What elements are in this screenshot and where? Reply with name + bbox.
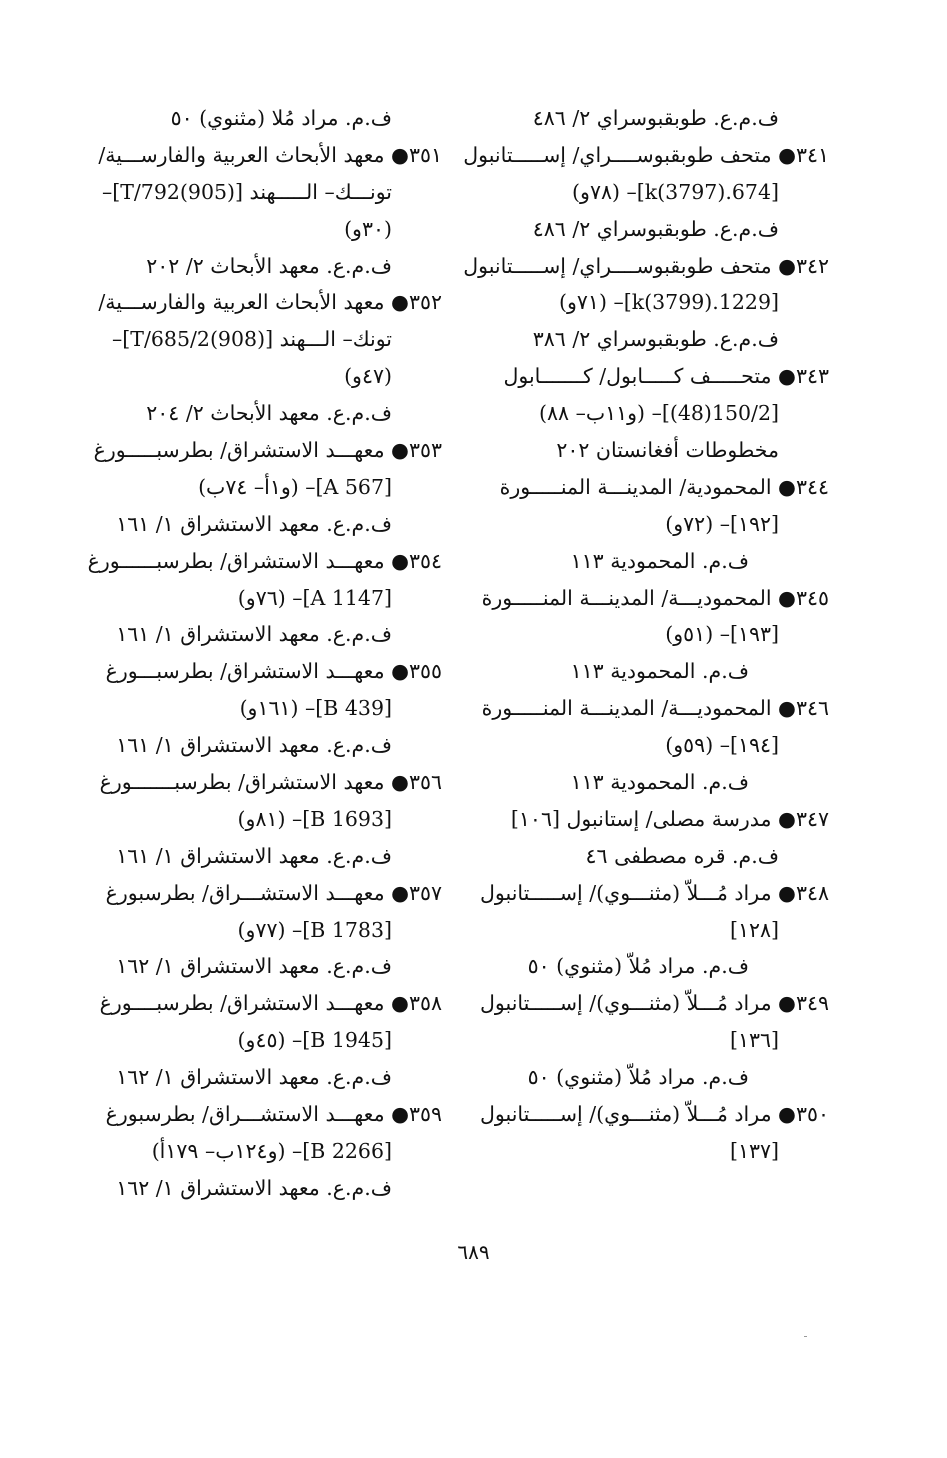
entry-line: (٣٠و) <box>344 216 392 241</box>
entry-line: ٣٥٧● معهـــد الاستشـــراق/ بطرسبورغ <box>105 880 442 905</box>
entry-line: ٣٤٧● مدرسة مصلى/ إستانبول [١٠٦] <box>510 806 829 831</box>
entry-line: مخطوطات أفغانستان ٢٠٢ <box>556 438 779 463</box>
entry-line: ف.م.ع. معهد الأبحاث ٢/ ٢٠٤ <box>146 401 392 426</box>
entry-line: [B 1783]– (٧٧و) <box>237 917 392 942</box>
right-column <box>463 100 829 1170</box>
entry-line: ف.م. المحمودية ١١٣ <box>570 548 749 573</box>
entry-line: ف.م. قره مصطفى ٤٦ <box>585 843 779 868</box>
entry-line: [١٢٨] <box>729 917 779 942</box>
entry-line: ف.م. مراد مُلا (مثنوي) ٥٠ <box>170 106 392 130</box>
entry-line: (٤٧و) <box>344 364 392 389</box>
entry-line: ٣٤١● متحف طوبقبوســــراي/ إســـــتانبول <box>463 142 829 167</box>
entry-line: ٣٥٥● معهـــد الاستشراق/ بطرسبـــورغ <box>105 659 442 684</box>
entry-line: ف.م.ع. معهد الاستشراق ١/ ١٦٢ <box>116 1175 392 1200</box>
entry-line: [A 567]– (و١أ– ٧٤ب) <box>198 474 392 499</box>
page-number: ٦٨٩ <box>457 1240 490 1264</box>
entry-line: [674.k(3797)]– (٧٨و) <box>572 179 779 204</box>
entry-line: ف.م. المحمودية ١١٣ <box>570 770 749 795</box>
entry-line: تونك– الـــهند [T/685/2(908)]– <box>112 327 392 352</box>
entry-line: [1229.k(3799)]– (٧١و) <box>559 290 779 315</box>
entry-line: ف.م.ع. معهد الاستشراق ١/ ١٦١ <box>116 733 392 758</box>
entry-line: [150/2(48)]– (و١١ب– ٨٨) <box>539 401 779 426</box>
entry-line: ف.م.ع. طوبقبوسراي ٢/ ٣٨٦ <box>532 327 779 352</box>
entry-line: ٣٥١● معهد الأبحاث العربية والفارســـية/ <box>98 142 442 167</box>
entry-line: ٣٥٨● معهـــد الاستشراق/ بطرسبــــورغ <box>99 991 442 1016</box>
left-column <box>87 100 442 1207</box>
scan-speck <box>804 1336 807 1337</box>
entry-line: ف.م.ع. معهد الاستشراق ١/ ١٦١ <box>116 622 392 647</box>
entry-line: ف.م. مراد مُلاّ (مثنوي) ٥٠ <box>527 954 749 979</box>
entry-line: ف.م.ع. معهد الاستشراق ١/ ١٦٢ <box>116 1065 392 1090</box>
entry-line: [B 439]– (١٦١و) <box>239 696 392 721</box>
entry-line: [A 1147]– (٧٦و) <box>237 585 392 610</box>
entry-line: ٣٤٦● المحموديـــة/ المدينـــة المنـــــورة <box>481 696 829 721</box>
entry-line: ف.م. مراد مُلاّ (مثنوي) ٥٠ <box>527 1065 749 1090</box>
entry-line: ٣٥٤● معهـــد الاستشراق/ بطرسبــــــورغ <box>87 548 442 573</box>
entry-line: تونـــك– الـــــهند [T/792(905)]– <box>101 179 392 204</box>
entry-line: ف.م.ع. طوبقبوسراي ٢/ ٤٨٦ <box>532 216 779 241</box>
entry-line: [B 1945]– (٤٥و) <box>237 1028 392 1053</box>
entry-line: ٣٤٣● متحـــــف كـــــابول/ كـــــــابول <box>503 364 829 389</box>
entry-line: ٣٤٥● المحموديـــة/ المدينـــة المنـــــورة <box>481 585 829 610</box>
entry-line: ٣٥٩● معهـــد الاستشـــراق/ بطرسبورغ <box>105 1102 442 1127</box>
entry-line: [١٩٤]– (٥٩و) <box>665 733 779 758</box>
entry-line: ٣٥٠● مراد مُـــلاّ (مثنـــوي)/ إســـــتانبول <box>480 1102 829 1127</box>
entry-line: ٣٤٢● متحف طوبقبوســــراي/ إســـــتانبول <box>463 253 829 278</box>
entry-line: ف.م.ع. معهد الاستشراق ١/ ١٦٢ <box>116 954 392 979</box>
entry-line: ف.م.ع. معهد الأبحاث ٢/ ٢٠٢ <box>146 253 392 278</box>
entry-line: ٣٥٦● معهد الاستشراق/ بطرسبـــــــورغ <box>99 770 442 795</box>
entry-line: ٣٤٨● مراد مُـــلاّ (مثنـــوي)/ إســـــتانبول <box>480 880 829 905</box>
entry-line: ٣٥٣● معهـــد الاستشراق/ بطرسبـــــورغ <box>93 438 442 463</box>
entry-line: [١٣٧] <box>729 1138 779 1163</box>
entry-line: [B 2266]– (و١٢٤ب– ١٧٩أ) <box>151 1138 392 1163</box>
entry-line: ٣٤٩● مراد مُـــلاّ (مثنـــوي)/ إســـــتانبول <box>480 991 829 1016</box>
entry-line: ف.م. المحمودية ١١٣ <box>570 659 749 684</box>
entry-line: [١٣٦] <box>729 1028 779 1053</box>
entry-line: ٣٥٢● معهد الأبحاث العربية والفارســـية/ <box>98 290 442 315</box>
entry-line: ٣٤٤● المحمودية/ المدينـــة المنـــــورة <box>499 474 829 499</box>
entry-line: [١٩٢]– (٧٢و) <box>665 511 779 536</box>
entry-line: [B 1693]– (٨١و) <box>237 806 392 831</box>
entry-line: ف.م.ع. طوبقبوسراي ٢/ ٤٨٦ <box>532 106 779 130</box>
entry-line: ف.م.ع. معهد الاستشراق ١/ ١٦١ <box>116 843 392 868</box>
entry-line: [١٩٣]– (٥١و) <box>665 622 779 647</box>
entry-line: ف.م.ع. معهد الاستشراق ١/ ١٦١ <box>116 511 392 536</box>
